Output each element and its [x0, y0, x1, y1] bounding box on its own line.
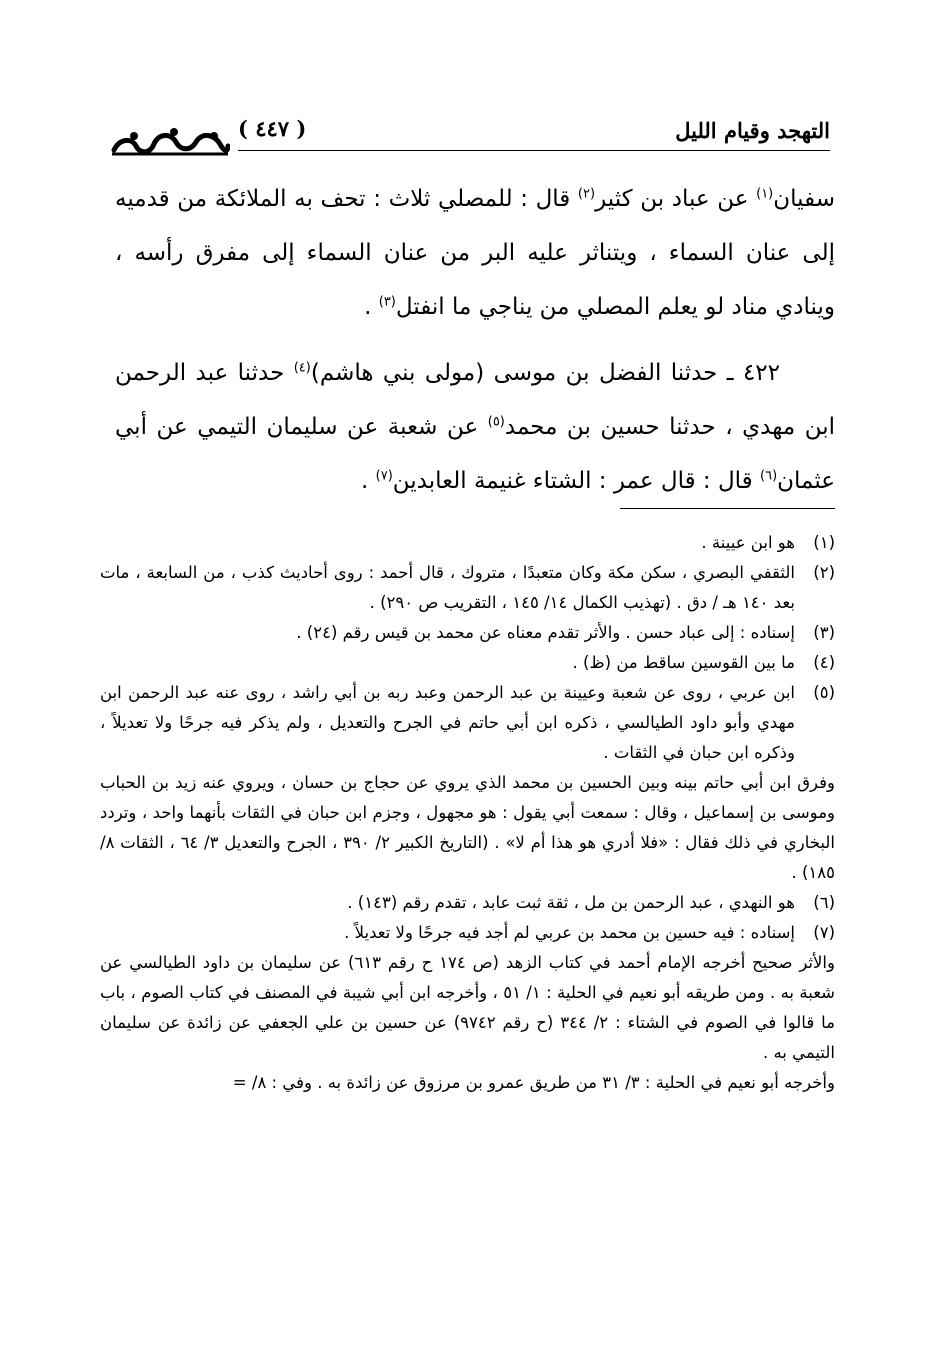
footnote-ref-4[interactable]: (٤) — [293, 360, 311, 376]
header-rule — [238, 150, 830, 151]
paragraph-narration-421: سفيان$^{(١)}$ عن عباد بن كثير$^{(٢)}$ قال : للمصلي ثلاث : تحف به الملائكة من قدميه إلى عنان السماء ، ويتناثر عليه البر من عنان السماء إلى مفرق رأسه ، وينادي مناد لو يعلم المصلي من يناجي ما انفتل$^{(٣)}$ . — [115, 186, 835, 320]
footnote-5-continuation: وفرق ابن أبي حاتم بينه وبين الحسين بن محمد الذي يروي عن حجاج بن حسان ، ويروي عنه زيد بن الحباب وموسى بن إسماعيل ، وقال : سمعت أبي يقول : هو مجهول ، وجزم ابن حبان في الثقات بأنهما واحد ، وتردد البخاري في ذلك فقال : «فلا أدري هو هذا أم لا» . (التاريخ الكبير ٢/ ٣٩٠ ، الجرح والتعديل ٣/ ٦٤ ، الثقات ٨/ ١٨٥) . — [100, 773, 835, 882]
footnote-ref-3[interactable]: (٣) — [378, 294, 396, 310]
footnote-3: (٣) إسناده : إلى عباد حسن . والأثر تقدم معناه عن محمد بن قيس رقم (٢٤) . — [296, 623, 835, 642]
footnote-7: (٧) إسناده : فيه حسين بن محمد بن عربي لم أجد فيه جرحًا ولا تعديلاً . — [344, 923, 835, 942]
footnote-ref-6[interactable]: (٦) — [760, 468, 778, 484]
footnote-2: (٢) الثقفي البصري ، سكن مكة وكان متعبدًا ، متروك ، قال أحمد : روى أحاديث كذب ، من السابعة ، مات بعد ١٤٠ هـ / دق . (تهذيب الكمال ١٤/ ١٤٥ ، التقريب ص ٢٩٠) . — [100, 563, 835, 612]
running-title: التهجد وقيام الليل — [675, 118, 830, 143]
page-number: ( ٤٤٧ ) — [238, 116, 307, 141]
footnote-7-continuation-1: والأثر صحيح أخرجه الإمام أحمد في كتاب الزهد (ص ١٧٤ ح رقم ٦١٣) عن سليمان بن داود الطيالسي عن شعبة به . ومن طريقه أبو نعيم في الحلية : ١/ ٥١ ، وأخرجه ابن أبي شيبة في المصنف في كتاب الصوم ، باب ما قالوا في الصوم في الشتاء : ٢/ ٣٤٤ (ح رقم ٩٧٤٢) عن حسين بن علي الجعفي عن زائدة عن سليمان التيمي به . — [100, 953, 835, 1062]
footnote-ref-1[interactable]: (١) — [756, 186, 774, 202]
paragraph-narration-422: ٤٢٢ ـ حدثنا الفضل بن موسى (مولى بني هاشم)$^{(٤)}$ حدثنا عبد الرحمن ابن مهدي ، حدثنا حسين بن محمد$^{(٥)}$ عن شعبة عن سليمان التيمي عن أبي عثمان$^{(٦)}$ قال : قال عمر : الشتاء غنيمة العابدين$^{(٧)}$ . — [115, 360, 836, 494]
page-header — [110, 112, 830, 162]
footnote-6: (٦) هو النهدي ، عبد الرحمن بن مل ، ثقة ثبت عابد ، تقدم رقم (١٤٣) . — [347, 893, 835, 912]
footnote-4: (٤) ما بين القوسين ساقط من (ظ) . — [572, 653, 835, 672]
footnote-ref-7[interactable]: (٧) — [375, 468, 393, 484]
footnote-separator — [620, 508, 835, 509]
footnote-1: (١) هو ابن عيينة . — [701, 533, 835, 552]
decorative-ornament-icon — [110, 124, 230, 160]
footnote-5: (٥) ابن عربي ، روى عن شعبة وعيينة بن عبد الرحمن وعبد ربه بن أبي راشد ، روى عنه عبد الرحمن ابن مهدي وأبو داود الطيالسي ، ذكره ابن أبي حاتم في الجرح والتعديل ، ولم يذكر فيه جرحًا ولا تعديلاً ، وذكره ابن حبان في الثقات . — [100, 683, 835, 762]
footnotes — [100, 528, 835, 1098]
footnote-ref-5[interactable]: (٥) — [487, 414, 505, 430]
footnote-7-continuation-2: وأخرجه أبو نعيم في الحلية : ٣/ ٣١ من طريق عمرو بن مرزوق عن زائدة به . وفي : ٨/ = — [232, 1073, 835, 1092]
main-text — [115, 172, 835, 508]
footnote-ref-2[interactable]: (٢) — [577, 186, 596, 202]
